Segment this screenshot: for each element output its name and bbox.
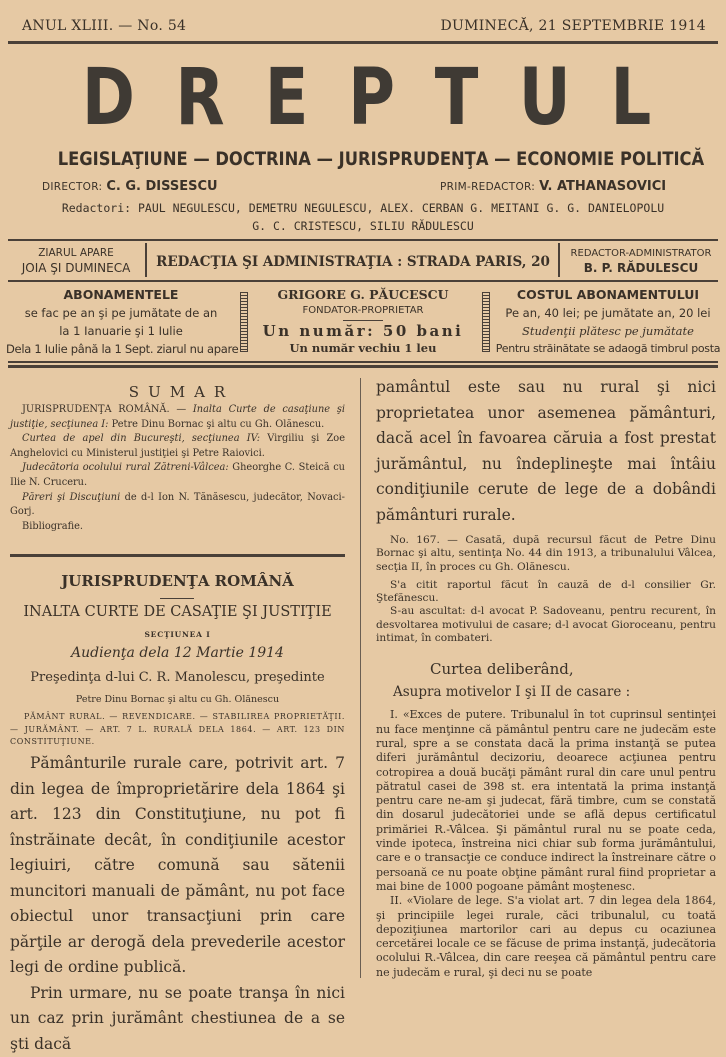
header-rule bbox=[8, 41, 718, 44]
founder-role: FONDATOR-PROPRIETAR bbox=[252, 304, 474, 317]
motives-heading: Asupra motivelor I şi II de casare : bbox=[376, 683, 716, 702]
sumar-item: Judecătoria ocolului rural Zătreni-Vâlcea: Gheorghe C. Steică cu Ilie N. Cruceru. bbox=[10, 461, 345, 490]
masthead-title bbox=[0, 58, 726, 138]
section-heading: JURISPRUDENŢA ROMÂNĂ bbox=[10, 572, 345, 590]
title-letter: U bbox=[519, 58, 571, 138]
subscriptions-line: Dela 1 Iulie până la 1 Sept. ziarul nu apare bbox=[6, 340, 236, 358]
title-letter: L bbox=[611, 58, 652, 138]
presiding-judge: Preşedinţa d-lui C. R. Manolescu, preşedinte bbox=[10, 670, 345, 685]
address: REDACŢIA ŞI ADMINISTRAŢIA : STRADA PARIS, 20 bbox=[148, 254, 558, 270]
subscriptions-line: la 1 Ianuarie şi 1 Iulie bbox=[6, 322, 236, 340]
motives-text bbox=[376, 708, 716, 980]
admin-label: REDACTOR-ADMINISTRATOR bbox=[560, 246, 722, 261]
paragraph: Prin urmare, nu se poate tranşa în nici un caz prin jurământ chestiunea de a se şti dacă bbox=[10, 981, 345, 1057]
paragraph: I. «Exces de putere. Tribunalul în tot cuprinsul sentinţei nu face menţinne că pământul pentru care ne judecăm este rural, spre a se constata dacă la prima instanţă se putea diferi jurământul decizoriu, deoarece acţiunea pentru cotropirea a două bucăţi pământ rural din care unul pentru pătratul casei de 398 st. era intentată la prima instanţă pentru care ne-am şi judecat, fără timbre, cum se constată din dosarul judecătoriei unde se află depus certificatul primăriei R.-Vâlcea. Şi pământul rural nu se poate ceda, vinde ipoteca, înstreina nici chiar sub forma jurământului, care e o transacţie ce conduce indirect la înstreinare către o persoană ce nu poate obţine pământ rural fiind proprietar a mai bine de 1000 pogoane pământ moştenesc. bbox=[376, 708, 716, 894]
section-rule-thick bbox=[8, 365, 718, 368]
paragraph: pamântul este sau nu rural şi nici proprietatea unor asemenea pământuri, dacă acel în favoarea căruia a fost prestat jurământul, nu îndeplineşte mai întâiu condiţiunile cerute de lege de a dobândi pământuri rurale. bbox=[376, 375, 716, 528]
title-letter: R bbox=[176, 58, 225, 138]
title-letter: D bbox=[82, 58, 135, 138]
prim-redactor-line bbox=[440, 178, 666, 194]
article-summary-continued bbox=[376, 375, 716, 528]
publication-days bbox=[8, 246, 144, 276]
ornament-bar bbox=[240, 292, 248, 352]
section-rule-thin bbox=[8, 361, 718, 363]
hearing-date: Audienţa dela 12 Martie 1914 bbox=[10, 645, 345, 661]
cost-line: Pe an, 40 lei; pe jumătate an, 20 lei bbox=[494, 304, 722, 322]
sumar-list bbox=[10, 403, 345, 534]
subscriptions-title: ABONAMENTELE bbox=[6, 286, 236, 304]
issue-date: DUMINECĂ, 21 SEPTEMBRIE 1914 bbox=[440, 18, 706, 34]
director-name: C. G. DISSESCU bbox=[106, 179, 217, 194]
masthead-subtitle: LEGISLAŢIUNE — DOCTRINA — JURISPRUDENŢA — ECONOMIE POLITICĂ bbox=[58, 148, 669, 170]
founder-name: GRIGORE G. PĂUCESCU bbox=[252, 286, 474, 304]
title-letter: T bbox=[435, 58, 479, 138]
divider bbox=[145, 243, 147, 277]
right-column bbox=[376, 375, 716, 980]
court-deliberating: Curtea deliberând, bbox=[376, 659, 716, 679]
short-rule bbox=[160, 598, 194, 599]
cost-line: Pentru străinătate se adaogă timbrul posta bbox=[494, 340, 722, 358]
keywords: PĂMÂNT RURAL. — REVENDICARE. — STABILIREA PROPRIETĂŢII. — JURĂMÂNT. — ART. 7 L. RURALĂ DELA 1864. — ART. 123 DIN CONSTITUŢIUNE. bbox=[10, 711, 345, 749]
paragraph: Pământurile rurale care, potrivit art. 7 din legea de împroprietărire dela 1864 şi art. 123 din Constituţiune, nu pot fi înstrăinate decât, în condiţiunile acestor legiuiri, către comună sau sătenii muncitori manuali de pământ, nu pot face obiectul unor transacţiuni prin care părţile ar derogă dela prevederile acestor legi de ordine publică. bbox=[10, 751, 345, 981]
sumar-item: Păreri şi Discuţiuni de d-l Ion N. Tănăsescu, judecător, Novaci-Gorj. bbox=[10, 491, 345, 520]
cost-line: Studenţii plătesc pe jumătate bbox=[494, 322, 722, 340]
paragraph: S'a citit raportul făcut în cauză de d-l consilier Gr. Ştefănescu. bbox=[376, 579, 716, 606]
issue-price: Un număr: 50 bani bbox=[252, 321, 474, 341]
old-issue-price: Un număr vechiu 1 leu bbox=[252, 341, 474, 355]
paragraph: No. 167. — Casată, după recursul făcut de Petre Dinu Bornac şi altu, sentinţa No. 44 din 1913, a tribunalului Vâlcea, secţia II, în proces cu Gh. Olănescu. bbox=[376, 534, 716, 574]
court-name: INALTA CURTE DE CASAŢIE ŞI JUSTIŢIE bbox=[10, 604, 345, 620]
director-line bbox=[42, 178, 218, 194]
apare-days: JOIA ŞI DUMINECA bbox=[8, 261, 144, 276]
sumar-item: JURISPRUDENŢA ROMÂNĂ. — Inalta Curte de casaţiune şi justiţie, secţiunea I: Petre Dinu Bornac şi altu cu Gh. Olănescu. bbox=[10, 403, 345, 432]
apare-label: ZIARUL APARE bbox=[8, 246, 144, 261]
prim-redactor-name: V. ATHANASOVICI bbox=[539, 179, 666, 194]
subscription-cost bbox=[494, 286, 722, 358]
sumar-item: Curtea de apel din Bucureşti, secţiunea IV: Virgiliu şi Zoe Anghelovici cu Ministerul justiţiei şi Petre Raiovici. bbox=[10, 432, 345, 461]
paragraph: S-au ascultat: d-l avocat P. Sadoveanu, pentru recurent, în desvoltarea motivului de casare; d-l avocat Gioroceanu, pentru intimat, în combateri. bbox=[376, 605, 716, 645]
article-summary bbox=[10, 751, 345, 1057]
administrator bbox=[560, 246, 722, 276]
case-details bbox=[376, 534, 716, 645]
article-rule bbox=[10, 554, 345, 557]
paragraph: II. «Violare de lege. S'a violat art. 7 din legea dela 1864, şi principiile legei rurale, căci tribunalul, cu toată depoziţiunea martorilor cari au depus cu ocaziunea cercetărei locale ce se făcuse de prima instanţă, judecătoria ocolului R.-Vâlcea, din care reeşea că pământul pentru care ne judecăm e rural, şi deci nu se poate bbox=[376, 894, 716, 980]
issue-number: ANUL XLIII. — No. 54 bbox=[22, 18, 186, 34]
title-letter: P bbox=[348, 58, 395, 138]
title-letter: E bbox=[265, 58, 309, 138]
sumar-item: Bibliografie. bbox=[10, 520, 345, 535]
infobar-bottom-rule bbox=[8, 280, 718, 282]
subscriptions-line: se fac pe an şi pe jumătate de an bbox=[6, 304, 236, 322]
column-divider bbox=[360, 378, 361, 978]
subscriptions-left bbox=[6, 286, 236, 358]
prim-redactor-label: PRIM-REDACTOR: bbox=[440, 181, 535, 193]
case-parties: Petre Dinu Bornac şi altu cu Gh. Olănescu bbox=[10, 694, 345, 705]
redactori-line-1: Redactori: PAUL NEGULESCU, DEMETRU NEGULESCU, ALEX. CERBAN G. MEITANI G. G. DANIELOPOLU bbox=[0, 201, 726, 215]
infobar-top-rule bbox=[8, 239, 718, 241]
ornament-bar bbox=[482, 292, 490, 352]
director-label: DIRECTOR: bbox=[42, 181, 102, 193]
section-number: SECŢIUNEA I bbox=[10, 630, 345, 639]
founder-block bbox=[252, 286, 474, 355]
cost-title: COSTUL ABONAMENTULUI bbox=[494, 286, 722, 304]
sumar-title: SUMAR bbox=[0, 383, 363, 401]
redactori-line-2: G. C. CRISTESCU, SILIU RĂDULESCU bbox=[0, 219, 726, 233]
admin-name: B. P. RĂDULESCU bbox=[560, 261, 722, 276]
